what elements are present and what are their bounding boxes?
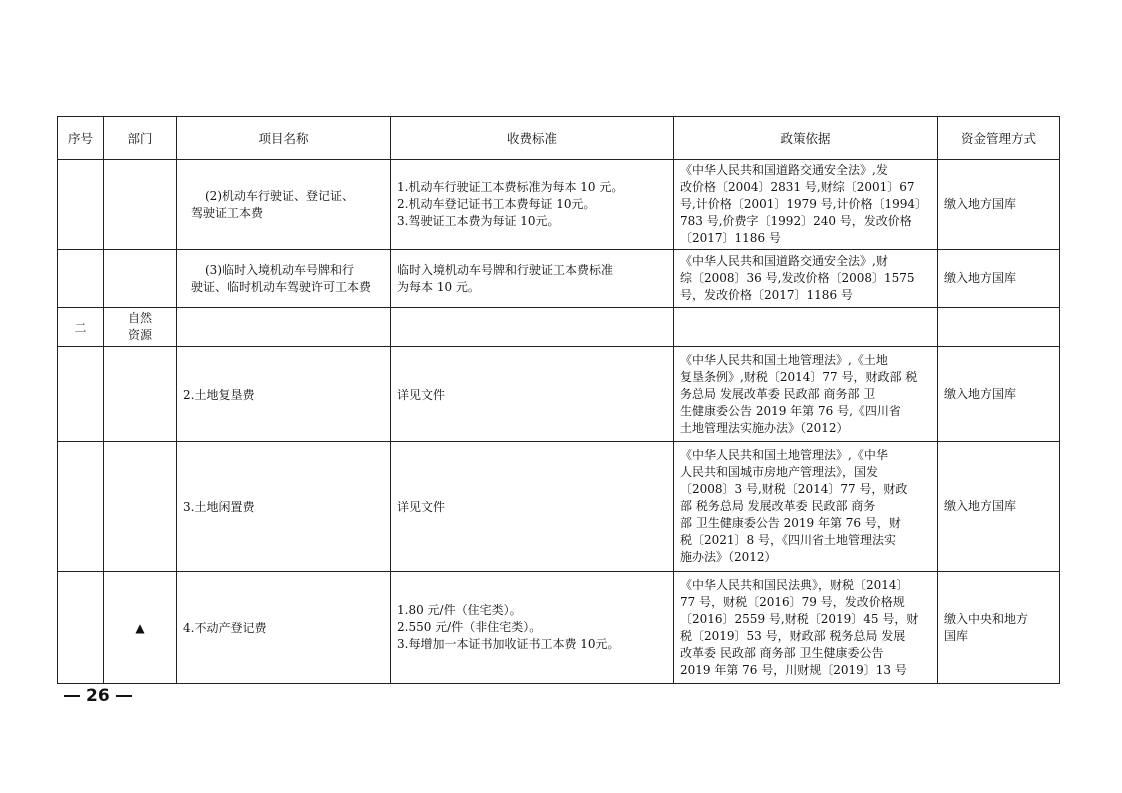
seq-cell	[58, 250, 104, 308]
policy-basis-cell: 《中华人民共和国道路交通安全法》,发 改价格〔2004〕2831 号,财综〔2001〕67 号,计价格〔2001〕1979 号,计价格〔1994〕 783 号,价费字〔1992〕240 号，发改价格 〔2017〕1186 号	[674, 160, 938, 250]
item-name-cell: (2)机动车行驶证、登记证、 驾驶证工本费	[177, 160, 391, 250]
fee-standard-cell	[391, 308, 674, 347]
fund-management-cell: 缴入地方国库	[938, 347, 1060, 442]
triangle-marker-icon: ▲	[104, 572, 177, 684]
fee-standard-cell: 1.80 元/件（住宅类）。 2.550 元/件（非住宅类）。 3.每增加一本证书加收证书工本费 10元。	[391, 572, 674, 684]
dept-cell: 自然 资源	[104, 308, 177, 347]
fund-management-cell: 缴入地方国库	[938, 160, 1060, 250]
fee-table	[57, 116, 1060, 684]
page-footer	[58, 686, 138, 706]
dept-cell	[104, 250, 177, 308]
header-fund-management: 资金管理方式	[938, 117, 1060, 160]
page-number: 26	[86, 686, 110, 706]
header-seq: 序号	[58, 117, 104, 160]
seq-cell	[58, 347, 104, 442]
policy-basis-cell: 《中华人民共和国道路交通安全法》,财 综〔2008〕36 号,发改价格〔2008〕1575 号，发改价格〔2017〕1186 号	[674, 250, 938, 308]
policy-basis-cell: 《中华人民共和国民法典》，财税〔2014〕 77 号，财税〔2016〕79 号，发改价格规 〔2016〕2559 号,财税〔2019〕45 号，财 税〔2019〕53 号，财政部 税务总局 发展 改革委 民政部 商务部 卫生健康委公告 2019 年第 76 号，川财规〔2019〕13 号	[674, 572, 938, 684]
fund-management-cell	[938, 308, 1060, 347]
footer-dash-left	[64, 695, 80, 697]
policy-basis-cell: 《中华人民共和国土地管理法》,《中华 人民共和国城市房地产管理法》，国发 〔2008〕3 号,财税〔2014〕77 号，财政 部 税务总局 发展改革委 民政部 商务 部 卫生健康委公告 2019 年第 76 号，财 税〔2021〕8 号，《四川省土地管理法实 施办法》（2012）	[674, 442, 938, 572]
table-row	[58, 572, 1060, 684]
item-name-cell: 2.土地复垦费	[177, 347, 391, 442]
dept-cell	[104, 160, 177, 250]
table-row	[58, 250, 1060, 308]
seq-cell	[58, 160, 104, 250]
item-name-cell	[177, 308, 391, 347]
dept-cell	[104, 347, 177, 442]
policy-basis-cell	[674, 308, 938, 347]
seq-cell: 二	[58, 308, 104, 347]
table-row	[58, 160, 1060, 250]
header-policy-basis: 政策依据	[674, 117, 938, 160]
policy-basis-cell: 《中华人民共和国土地管理法》,《土地 复垦条例》,财税〔2014〕77 号，财政部 税 务总局 发展改革委 民政部 商务部 卫 生健康委公告 2019 年第 76 号,《四川省 土地管理法实施办法》（2012）	[674, 347, 938, 442]
seq-cell	[58, 442, 104, 572]
seq-cell	[58, 572, 104, 684]
table-header-row	[58, 117, 1060, 160]
item-name-cell: 3.土地闲置费	[177, 442, 391, 572]
fee-standard-cell: 1.机动车行驶证工本费标准为每本 10 元。 2.机动车登记证书工本费每证 10元。 3.驾驶证工本费为每证 10元。	[391, 160, 674, 250]
fee-standard-cell: 详见文件	[391, 347, 674, 442]
header-dept: 部门	[104, 117, 177, 160]
table-row	[58, 347, 1060, 442]
footer-dash-right	[116, 695, 132, 697]
fee-standard-cell: 详见文件	[391, 442, 674, 572]
fund-management-cell: 缴入地方国库	[938, 250, 1060, 308]
dept-cell	[104, 442, 177, 572]
fee-standard-cell: 临时入境机动车号牌和行驶证工本费标准 为每本 10 元。	[391, 250, 674, 308]
fund-management-cell: 缴入中央和地方 国库	[938, 572, 1060, 684]
header-fee-standard: 收费标准	[391, 117, 674, 160]
table-row	[58, 308, 1060, 347]
fund-management-cell: 缴入地方国库	[938, 442, 1060, 572]
table-row	[58, 442, 1060, 572]
item-name-cell: 4.不动产登记费	[177, 572, 391, 684]
item-name-cell: (3)临时入境机动车号牌和行 驶证、临时机动车驾驶许可工本费	[177, 250, 391, 308]
header-item-name: 项目名称	[177, 117, 391, 160]
